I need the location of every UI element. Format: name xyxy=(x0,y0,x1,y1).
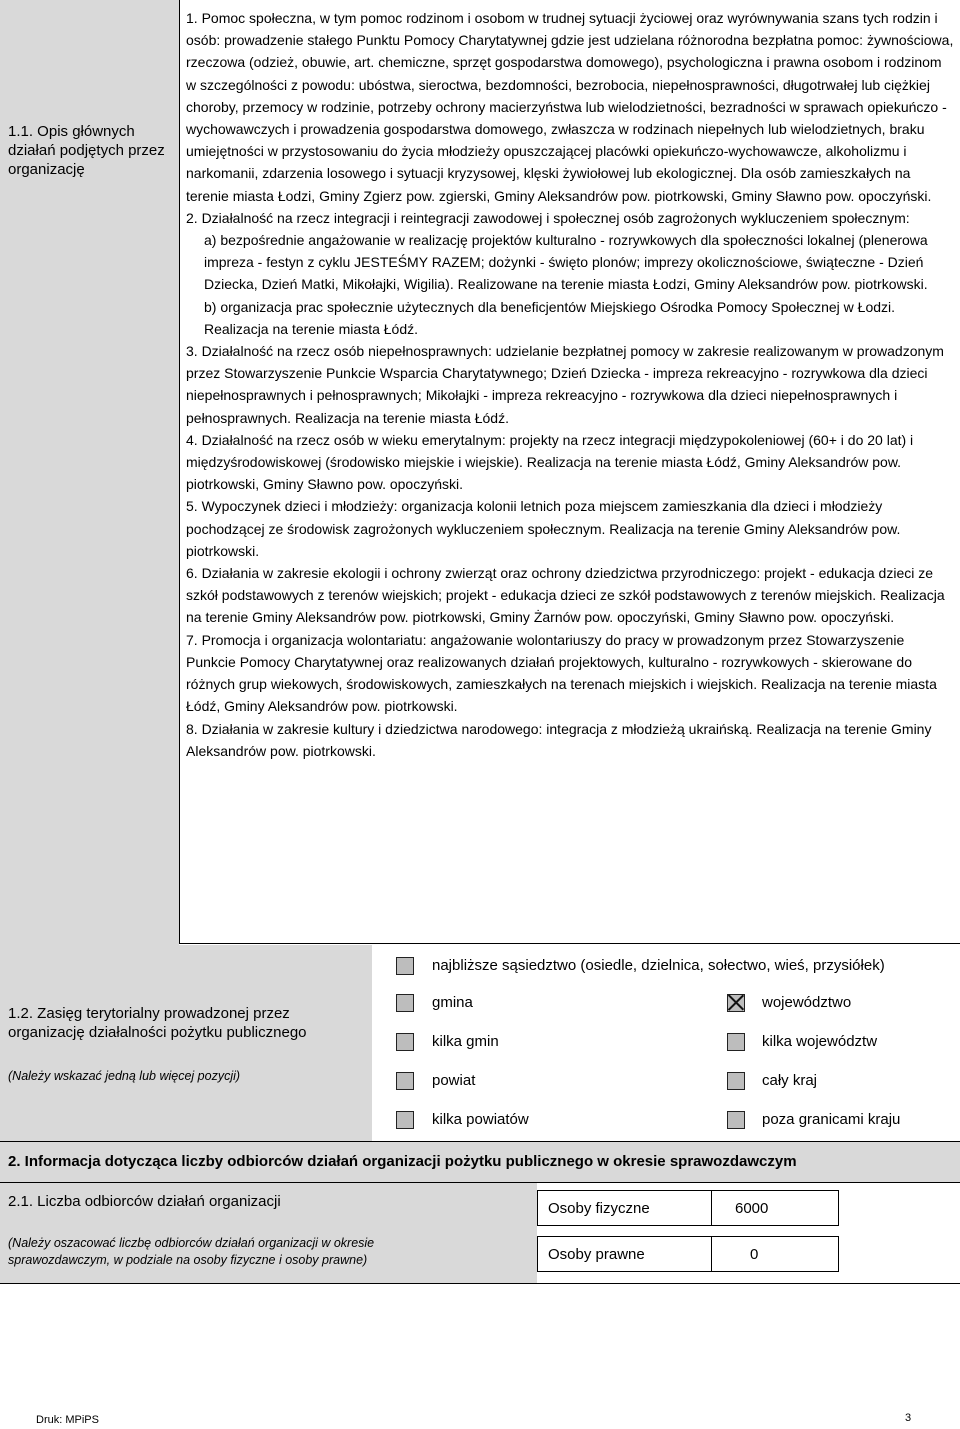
activity-2a: a) bezpośrednie angażowanie w realizację projektów kulturalno - rozrywkowych dla społeczności lokalnej (plenerowa impreza - festyn z cyklu JESTEŚMY RAZEM; dożynki - święto plonów; imprezy okolicznościowe, świąteczne - Dzień Dziecka, Dzień Matki, Mikołajki, Wigilia). Realizowane na terenie miasta Łodzi, Gminy Aleksandrów pow. piotrkowski. xyxy=(204,232,928,293)
osoby-prawne-label: Osoby prawne xyxy=(548,1246,645,1263)
section-1-2-label-cell xyxy=(0,945,372,1141)
section-1-2-hint: (Należy wskazać jedną lub więcej pozycji) xyxy=(8,1069,241,1083)
osoby-fizyczne-value-cell[interactable] xyxy=(711,1190,839,1226)
option-caly-kraj-label: cały kraj xyxy=(762,1072,818,1089)
section-2-1-label: 2.1. Liczba odbiorców działań organizacji xyxy=(8,1193,281,1210)
option-kilka-powiatow-label: kilka powiatów xyxy=(432,1111,529,1128)
checkbox-caly-kraj[interactable] xyxy=(727,1072,745,1090)
activity-4: 4. Działalność na rzecz osób w wieku emerytalnym: projekty na rzecz integracji międzypokoleniowej (60+ i do 20 lat) i międzyśrodowiskowej (środowisko miejskie i wiejskie). Realizacja na terenie miasta Łódź, Gminy Aleksandrów pow. piotrkowski, Gminy Sławno pow. opoczyński. xyxy=(186,431,914,493)
checkbox-neighbourhood[interactable] xyxy=(396,957,414,975)
activity-2: 2. Działalność na rzecz integracji i reintegracji zawodowej i społecznej osób zagrożonych wykluczeniem społecznym: xyxy=(186,209,910,226)
activity-7: 7. Promocja i organizacja wolontariatu: angażowanie wolontariuszy do pracy w prowadzonym przez Stowarzyszenie Punkcie Pomocy Charytatywnej oraz realizowanych działań projektowych, kulturalno - rozrywkowych - skierowane do różnych grup wiekowych, środowiskowych, zamieszkałych na terenach miejskich i wiejskich. Realizacja na terenie miasta Łódź, Gminy Aleksandrów pow. piotrkowski. xyxy=(186,631,937,715)
section-2-1-hint: (Należy oszacować liczbę odbiorców działań organizacji w okresie sprawozdawczym, w podziale na osoby fizyczne i osoby prawne) xyxy=(8,1236,375,1267)
checkbox-kilka-gmin[interactable] xyxy=(396,1033,414,1051)
section-1-2-label: 1.2. Zasięg terytorialny prowadzonej przez organizację działalności pożytku publicznego xyxy=(8,1005,307,1041)
osoby-fizyczne-value: 6000 xyxy=(735,1200,769,1217)
activity-1: 1. Pomoc społeczna, w tym pomoc rodzinom i osobom w trudnej sytuacji życiowej oraz wyrównywania szans tych rodzin i osób: prowadzenie stałego Punktu Pomocy Charytatywnej gdzie jest udzielana różnorodna bezpłatna pomoc: żywnościowa, rzeczowa (odzież, obuwie, art. chemiczne, sprzęt gospodarstwa domowego), psychologiczna i prawna osobom i rodzinom w szczególności z powodu: ubóstwa, sieroctwa, bezdomności, bezrobocia, niepełnosprawności, długotrwałej lub ciężkiej choroby, przemocy w rodzinie, potrzeby ochrony macierzyństwa lub wielodzietności, bezradności w sprawach opiekuńczo - wychowawczych i prowadzenia gospodarstwa domowego, zwłaszcza w rodzinach niepełnych lub wielodzietnych, braku umiejętności w przystosowaniu do życia młodzieży opuszczającej placówki opiekuńczo-wychowawcze, alkoholizmu i narkomanii, zdarzenia losowego i sytuacji kryzysowej, klęski żywiołowej lub ekologicznej. Dla osób zamieszkałych na terenie miasta Łodzi, Gminy Zgierz pow. zgierski, Gminy Aleksandrów pow. piotrkowski, Gminy Sławno pow. opoczyński. xyxy=(186,10,954,204)
option-neighbourhood-label: najbliższe sąsiedztwo (osiedle, dzielnica, sołectwo, wieś, przysiółek) xyxy=(432,957,885,974)
option-wojewodztwo-label: województwo xyxy=(762,994,852,1011)
activity-2b: b) organizacja prac społecznie użytecznych dla beneficjentów Miejskiego Ośrodka Pomocy Społecznej w Łodzi. Realizacja na terenie miasta Łódź. xyxy=(204,298,896,337)
osoby-fizyczne-label: Osoby fizyczne xyxy=(548,1200,650,1217)
section-2-heading: 2. Informacja dotycząca liczby odbiorców działań organizacji pożytku publicznego w okresie sprawozdawczym xyxy=(8,1153,797,1170)
option-gmina-label: gmina xyxy=(432,994,473,1011)
option-poza-granicami-label: poza granicami kraju xyxy=(762,1111,901,1128)
osoby-prawne-value-cell[interactable] xyxy=(711,1236,839,1272)
section-1-1-label: 1.1. Opis głównych działań podjętych przez organizację xyxy=(8,123,165,178)
checkbox-gmina[interactable] xyxy=(396,994,414,1012)
checkbox-kilka-powiatow[interactable] xyxy=(396,1111,414,1129)
activity-5: 5. Wypoczynek dzieci i młodzieży: organizacja kolonii letnich poza miejscem zamieszkania dla dzieci i młodzieży pochodzącej ze środowisk zagrożonych wykluczeniem społecznym. Realizacja na terenie Gminy Aleksandrów pow. piotrkowski. xyxy=(186,498,901,559)
osoby-prawne-value: 0 xyxy=(750,1246,759,1263)
checkbox-kilka-wojewodztw[interactable] xyxy=(727,1033,745,1051)
activity-3: 3. Działalność na rzecz osób niepełnosprawnych: udzielanie bezpłatnej pomocy w zakresie realizowanym w prowadzonym przez Stowarzyszenie Punkcie Wsparcia Charytatywnego; Dzień Dziecka - impreza rekreacyjno - rozrywkowa dla dzieci niepełnosprawnych i pełnosprawnych; Mikołajki - impreza rekreacyjno - rozrywkowa dla dzieci niepełnosprawnych i pełnosprawnych. Realizacja na terenie miasta Łódź. xyxy=(186,343,944,426)
option-kilka-gmin-label: kilka gmin xyxy=(432,1033,499,1050)
checkbox-poza-granicami[interactable] xyxy=(727,1111,745,1129)
option-powiat-label: powiat xyxy=(432,1072,476,1089)
checkbox-powiat[interactable] xyxy=(396,1072,414,1090)
section-bottom-rule xyxy=(0,1283,960,1284)
option-kilka-wojewodztw-label: kilka województw xyxy=(762,1033,878,1050)
page-number: 3 xyxy=(905,1412,912,1424)
print-label: Druk: MPiPS xyxy=(36,1414,99,1426)
activity-6: 6. Działania w zakresie ekologii i ochrony zwierząt oraz ochrony dziedzictwa przyrodniczego: projekt - edukacja dzieci ze szkół podstawowych z terenów wiejskich; projekt - edukacja dzieci ze szkół podstawowych z terenów miejskich. Realizacja na terenie Gminy Aleksandrów pow. piotrkowski, Gminy Żarnów pow. opoczyński, Gminy Sławno pow. opoczyński. xyxy=(186,565,945,626)
activity-8: 8. Działania w zakresie kultury i dziedzictwa narodowego: integracja z młodzieżą ukraińską. Realizacja na terenie Gminy Aleksandrów pow. piotrkowski. xyxy=(186,720,932,759)
checkbox-wojewodztwo[interactable] xyxy=(727,994,745,1012)
activities-description xyxy=(186,7,954,762)
